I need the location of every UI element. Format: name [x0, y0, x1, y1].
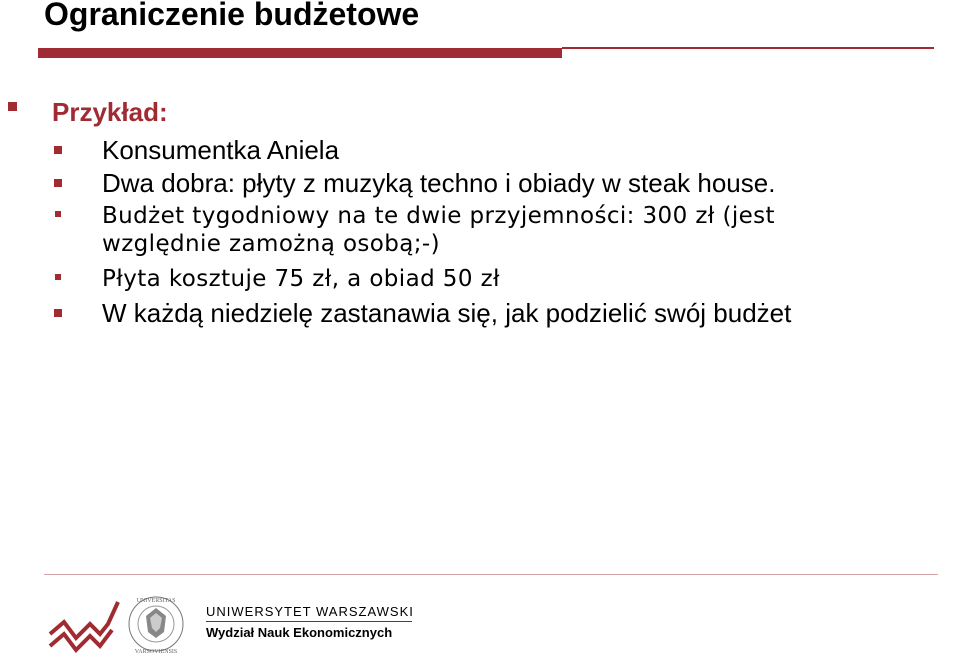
slide-title: Ograniczenie budżetowe: [44, 0, 420, 32]
faculty-name: Wydział Nauk Ekonomicznych: [206, 625, 393, 640]
faculty-logo: [46, 594, 196, 661]
faculty-logo-graphic: [46, 594, 196, 656]
list-item-text-line2: względnie zamożną osobą;-): [102, 231, 440, 257]
title-underline-thin: [562, 47, 934, 49]
university-name: UNIWERSYTET WARSZAWSKI: [206, 604, 414, 619]
bullet-square-icon: [8, 102, 17, 111]
title-underline-thick: [38, 48, 562, 58]
bullet-square-icon: [54, 179, 62, 187]
list-item-text-line1: Budżet tygodniowy na te dwie przyjemności: 300 zł (jest: [102, 203, 775, 229]
bullet-square-icon: [55, 274, 61, 280]
example-heading: Przykład:: [52, 97, 168, 127]
footer-name-separator: [206, 621, 412, 622]
bullet-square-icon: [54, 309, 62, 317]
bullet-square-icon: [54, 146, 62, 154]
footer-divider: [44, 574, 938, 575]
list-item-text: W każdą niedzielę zastanawia się, jak podzielić swój budżet: [102, 298, 792, 328]
list-item-text: Płyta kosztuje 75 zł, a obiad 50 zł: [102, 266, 500, 292]
bullet-square-icon: [55, 211, 61, 217]
svg-text:UNIVERSITAS: UNIVERSITAS: [136, 598, 176, 604]
list-item-text: Konsumentka Aniela: [102, 135, 340, 165]
svg-text:VARSOVIENSIS: VARSOVIENSIS: [134, 649, 178, 655]
list-item-text: Dwa dobra: płyty z muzyką techno i obiady w steak house.: [102, 168, 776, 198]
